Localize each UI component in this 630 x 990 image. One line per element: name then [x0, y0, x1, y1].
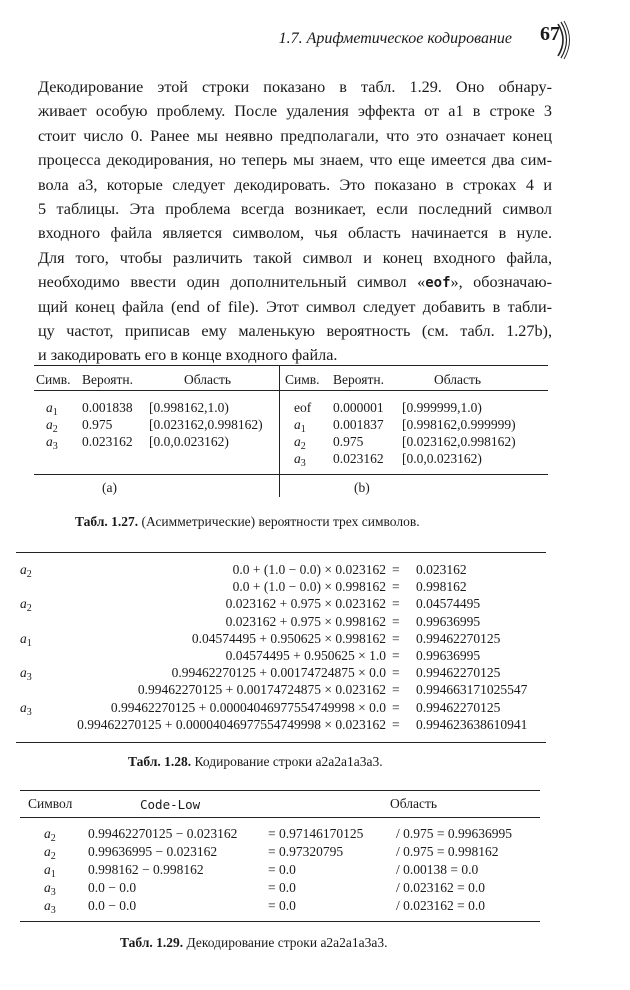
- symbol-subscript: 3: [26, 706, 32, 718]
- col-header-range: Область: [390, 796, 438, 811]
- text-line: входного файла является символом, чья область начинается в нуле.: [38, 224, 552, 243]
- row-expression: 0.99462270125 + 0.00004046977554749998 × 0.023162: [77, 716, 386, 732]
- row-symbol: [46, 400, 58, 418]
- table-row: [16, 665, 548, 684]
- row-result: 0.04574495: [416, 596, 481, 612]
- table-top-rule: [34, 365, 548, 366]
- table-bottom-rule: [20, 921, 540, 922]
- row-range: / 0.975 = 0.99636995: [396, 826, 512, 841]
- row-result: 0.998162: [416, 579, 467, 595]
- row-difference: = 0.97320795: [268, 844, 344, 859]
- page-header: [0, 20, 630, 60]
- caption-text: Декодирование строки a2a2a1a3a3.: [186, 935, 388, 950]
- symbol-subscript: 1: [50, 869, 56, 880]
- row-expression: 0.99462270125 + 0.00004046977554749998 × 0.0: [110, 699, 386, 715]
- row-range: / 0.975 = 0.998162: [396, 844, 499, 859]
- text-line: и закодировать его в конце входного файла.: [38, 346, 338, 365]
- row-range: [0.999999,1.0): [402, 400, 482, 415]
- symbol-subscript: 3: [26, 672, 32, 684]
- symbol-subscript: 2: [26, 603, 32, 615]
- row-expression: 0.04574495 + 0.950625 × 1.0: [225, 648, 386, 663]
- row-symbol: [20, 665, 32, 683]
- col-header-prob-b: Вероятн.: [333, 372, 384, 387]
- table-bottom-rule: [16, 742, 546, 743]
- symbol-letter: a: [44, 898, 51, 913]
- col-header-range-a: Область: [184, 372, 232, 387]
- page-number: 67: [540, 23, 560, 45]
- row-range: [0.0,0.023162): [402, 451, 482, 466]
- body-paragraph: [38, 75, 552, 368]
- row-code-low: 0.998162 − 0.998162: [88, 862, 204, 877]
- symbol-letter: a: [44, 826, 51, 841]
- symbol-letter: a: [20, 630, 27, 646]
- text-line: 5 таблицы. Эта проблема всегда возникает, если последний символ: [38, 199, 552, 218]
- symbol-subscript: 1: [52, 407, 58, 418]
- table-row: [16, 631, 548, 650]
- table-row: [16, 700, 548, 719]
- row-result: 0.99462270125: [416, 665, 501, 681]
- symbol-subscript: 1: [300, 424, 306, 435]
- symbol-subscript: 2: [50, 851, 56, 862]
- text-line: стоит число 0. Ранее мы неявно предполагали, что это означает конец: [38, 126, 552, 145]
- symbol-letter: a: [294, 417, 301, 432]
- table-row: [16, 596, 548, 615]
- text-line: щий конец файла (end of file). Этот символ следует добавить в табли-: [38, 297, 552, 316]
- row-difference: = 0.97146170125: [268, 826, 364, 841]
- row-equals: =: [392, 716, 400, 732]
- col-header-sym-b: Симв.: [285, 372, 320, 387]
- symbol-letter: a: [20, 596, 27, 612]
- caption-1-29: [120, 935, 388, 951]
- row-probability: 0.023162: [333, 451, 384, 466]
- row-symbol: [44, 862, 56, 880]
- row-expression: 0.99462270125 + 0.00174724875 × 0.023162: [137, 682, 386, 698]
- caption-text: Кодирование строки a2a2a1a3a3.: [194, 754, 383, 769]
- symbol-subscript: 2: [300, 441, 306, 452]
- symbol-subscript: 3: [300, 458, 306, 469]
- col-header-sym-a: Симв.: [36, 372, 71, 387]
- row-equals: =: [392, 596, 400, 612]
- table-row: [20, 844, 540, 862]
- row-symbol: [44, 880, 56, 898]
- symbol-subscript: 2: [26, 569, 32, 580]
- row-range: [0.0,0.023162): [149, 434, 229, 449]
- row-symbol: [294, 417, 306, 435]
- caption-1-27: [75, 514, 420, 530]
- row-range: [0.023162,0.998162): [149, 417, 263, 432]
- row-result: 0.99462270125: [416, 699, 501, 715]
- row-range: [0.998162,1.0): [149, 400, 229, 415]
- row-symbol: [44, 844, 56, 862]
- row-equals: =: [392, 648, 400, 663]
- row-expression: 0.0 + (1.0 − 0.0) × 0.998162: [232, 579, 386, 595]
- page-number-arcs-icon: [556, 20, 570, 60]
- caption-label: Табл. 1.28.: [128, 754, 192, 769]
- row-symbol: [20, 562, 32, 580]
- col-header-prob-a: Вероятн.: [82, 372, 133, 387]
- row-difference: = 0.0: [268, 898, 296, 913]
- text-line: живает особую проблему. После удаления эффекта от a1 в строке 3: [38, 102, 552, 121]
- row-code-low: 0.99462270125 − 0.023162: [88, 826, 238, 841]
- row-equals: =: [392, 699, 400, 715]
- row-symbol: [294, 451, 306, 469]
- row-symbol: [20, 631, 32, 649]
- symbol-subscript: 2: [52, 424, 58, 435]
- caption-label: Табл. 1.29.: [120, 935, 184, 950]
- row-symbol: [294, 400, 311, 418]
- row-expression: 0.023162 + 0.975 × 0.998162: [225, 613, 386, 629]
- table-row: [16, 648, 548, 667]
- symbol-letter: a: [46, 417, 53, 432]
- row-code-low: 0.99636995 − 0.023162: [88, 844, 218, 859]
- row-symbol: [294, 434, 306, 452]
- table-row: [16, 579, 548, 598]
- text-line: процесса декодирования, но теперь мы знаем, что еще имеется два сим-: [38, 151, 552, 170]
- symbol-letter: a: [46, 434, 53, 449]
- row-probability: 0.975: [82, 417, 113, 432]
- symbol-letter: a: [294, 451, 301, 466]
- table-header-rule: [20, 817, 540, 818]
- row-range: / 0.00138 = 0.0: [396, 862, 479, 877]
- running-head: 1.7. Арифметическое кодирование: [278, 30, 512, 47]
- row-equals: =: [392, 682, 400, 698]
- row-equals: =: [392, 579, 400, 595]
- table-row: [20, 880, 540, 898]
- row-result: 0.994623638610941: [416, 716, 528, 732]
- symbol-subscript: 1: [26, 637, 32, 649]
- symbol-letter: a: [44, 862, 51, 877]
- row-symbol: [44, 898, 56, 916]
- row-equals: =: [392, 630, 400, 646]
- symbol-letter: a: [44, 844, 51, 859]
- table-divider: [279, 365, 280, 497]
- table-row: [16, 614, 548, 633]
- symbol-subscript: 2: [50, 833, 56, 844]
- eof-token: eof: [425, 275, 451, 292]
- symbol-letter: a: [46, 400, 53, 415]
- col-header-symbol: Символ: [28, 796, 73, 811]
- row-expression: 0.99462270125 + 0.00174724875 × 0.0: [171, 665, 386, 681]
- symbol-subscript: 3: [50, 887, 56, 898]
- text-line: цу частот, приписав ему маленькую вероятность (см. табл. 1.27b),: [38, 321, 552, 340]
- row-range: / 0.023162 = 0.0: [396, 898, 485, 913]
- row-expression: 0.04574495 + 0.950625 × 0.998162: [191, 630, 386, 646]
- symbol-subscript: 3: [50, 905, 56, 916]
- table-row: [20, 826, 540, 844]
- caption-label: Табл. 1.27.: [75, 514, 139, 529]
- caption-text: (Асимметрические) вероятности трех символов.: [141, 514, 420, 529]
- row-result: 0.99462270125: [416, 630, 501, 646]
- row-symbol: [44, 826, 56, 844]
- col-header-range-b: Область: [434, 372, 482, 387]
- row-code-low: 0.0 − 0.0: [88, 898, 137, 913]
- row-code-low: 0.0 − 0.0: [88, 880, 137, 895]
- table-row: [16, 682, 548, 701]
- text-line: Декодирование этой строки показано в табл. 1.29. Оно обнару-: [38, 78, 552, 96]
- row-difference: = 0.0: [268, 862, 296, 877]
- table-top-rule: [16, 552, 546, 553]
- row-expression: 0.0 + (1.0 − 0.0) × 0.023162: [232, 562, 386, 577]
- table-row: [16, 562, 548, 581]
- symbol-letter: eof: [294, 400, 312, 415]
- row-symbol: [20, 596, 32, 614]
- table-top-rule: [20, 790, 540, 791]
- table-row: [16, 717, 548, 736]
- symbol-letter: a: [294, 434, 301, 449]
- row-result: 0.023162: [416, 562, 467, 577]
- symbol-letter: a: [44, 880, 51, 895]
- table-header-rule: [34, 390, 548, 391]
- row-symbol: [46, 417, 58, 435]
- caption-1-28: [128, 754, 383, 770]
- row-probability: 0.975: [333, 434, 364, 449]
- label-b: (b): [354, 480, 370, 495]
- row-probability: 0.000001: [333, 400, 384, 415]
- symbol-subscript: 3: [52, 441, 58, 452]
- table-body-rule: [34, 474, 548, 475]
- text-line: необходимо ввести один дополнительный символ «eof», обозначаю-: [38, 273, 552, 292]
- label-a: (a): [102, 480, 117, 495]
- row-symbol: [46, 434, 58, 452]
- symbol-letter: a: [20, 562, 27, 577]
- text-line: вола a3, которые следует декодировать. Это показано в строках 4 и: [38, 175, 552, 194]
- symbol-letter: a: [20, 699, 27, 715]
- row-probability: 0.001838: [82, 400, 133, 415]
- text-line: Для того, чтобы различить такой символ и конец входного файла,: [38, 248, 552, 267]
- row-result: 0.99636995: [416, 648, 481, 663]
- table-row: [20, 898, 540, 916]
- row-result: 0.99636995: [416, 613, 481, 629]
- row-range: [0.998162,0.999999): [402, 417, 516, 432]
- row-result: 0.994663171025547: [416, 682, 528, 698]
- table-row: [20, 862, 540, 880]
- row-equals: =: [392, 613, 400, 629]
- row-equals: =: [392, 562, 400, 577]
- row-probability: 0.001837: [333, 417, 384, 432]
- row-difference: = 0.0: [268, 880, 296, 895]
- symbol-letter: a: [20, 665, 27, 681]
- row-expression: 0.023162 + 0.975 × 0.023162: [225, 596, 386, 612]
- row-range: [0.023162,0.998162): [402, 434, 516, 449]
- row-probability: 0.023162: [82, 434, 133, 449]
- col-header-code-low: Code-Low: [140, 797, 201, 812]
- row-symbol: [20, 700, 32, 718]
- row-equals: =: [392, 665, 400, 681]
- row-range: / 0.023162 = 0.0: [396, 880, 485, 895]
